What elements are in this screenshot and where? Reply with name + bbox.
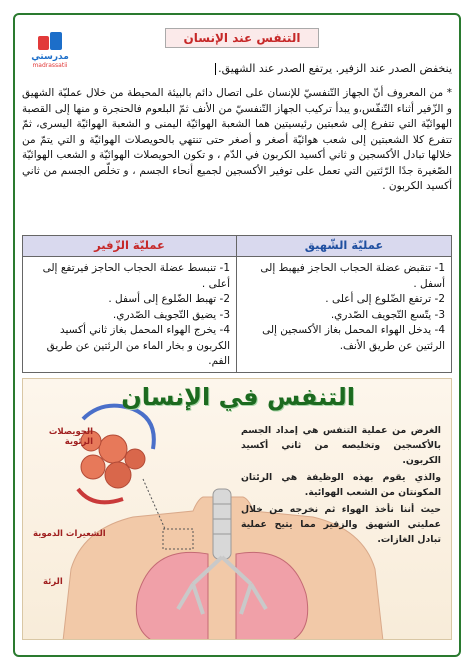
poster-paragraph: الغرض من عملية التنفس هي إمداد الجسم بالأكسجين وتخليصه من ثاني أكسيد الكربون. xyxy=(241,425,441,466)
exhale-item: 1- تنبسط عضلة الحجاب الحاجز فيرتفع إلى أعلى . xyxy=(42,262,230,290)
alveoli-label: الحويصلات الرئوية xyxy=(48,427,93,447)
poster-title: التنفس في الإنسان xyxy=(121,383,355,411)
inhale-header: عمليّة الشّهيق xyxy=(237,236,451,257)
inhale-item: 3- يتّسع التّجويف الصّدري. xyxy=(330,308,445,321)
logo-text-en: madrassatii xyxy=(32,62,68,69)
lung-label: الرئة xyxy=(43,577,63,587)
inhale-item: 4- يدخل الهواء المحمل بغاز الأكسجين إلى الرئتين عن طريق الأنف. xyxy=(262,324,445,352)
books-icon xyxy=(36,30,64,52)
inhale-item: 1- تنقبض عضلة الحجاب الحاجز فيهبط إلى أسفل . xyxy=(260,262,445,290)
intro-line xyxy=(22,62,452,75)
page-title: التنفس عند الإنسان xyxy=(165,28,319,48)
inhale-item: 2- ترتفع الضّلوع إلى أعلى . xyxy=(325,293,445,305)
exhale-column xyxy=(23,236,237,372)
intro-text: ينخفض الصدر عند الزفير. يرتفع الصدر عند الشهيق. xyxy=(218,62,452,75)
respiratory-poster xyxy=(22,378,452,640)
body-paragraph: * من المعروف أنّ الجهاز التّنفسيّ للإنسان على اتصال دائم بالبيئة المحيطة من خلال عمليّة الشهيق و الزّفير أثناء التّنفّس،و يبدأ تركيب الجهاز التّنفسيّ من الأنف ثمّ البلعوم فالحنجرة و منها إلى القصبة الهوائيّة التي تتفرع إلى شعبتين رئيسيتين هما الشعبة الهوائيّة اليمنى و الشعبة الهوائيّة اليسرى، ثمّ تتفرع كلا الشعبتين إلى شعب هوائيّة أصغر و أصغر حتى تنتهي بالحويصلات الهوائيّة و التي يتمّ من خلالها تبادل الأكسجين و ثاني أكسيد الكربون في الدّم ، و تكون الحويصلات الهوائيّة و الشعب الهوائيّة الصّغيرة جدًا الرّئتين التي تعمل على توفير الأكسجين لجميع أنحاء الجسم ، و تخلّص الجسم من ثاني أكسيد الكربون . xyxy=(22,87,452,192)
logo-text-ar: مدرستي xyxy=(31,52,69,62)
exhale-item: 2- تهبط الضّلوع إلى أسفل . xyxy=(108,293,230,305)
poster-paragraph: حيث أننا نأخذ الهواء ثم نخرجه من خلال عمليتي الشهيق والزفير مما يتيح عملية تبادل الغازات. xyxy=(241,504,441,545)
breathing-comparison-table xyxy=(22,235,452,373)
text-cursor xyxy=(215,63,216,75)
exhale-item: 4- يخرج الهواء المحمل بغاز ثاني أكسيد الكربون و بخار الماء من الرئتين عن طريق الفم. xyxy=(46,324,230,367)
capillaries-label: الشعيرات الدموية xyxy=(33,529,106,539)
inhale-column xyxy=(237,236,451,372)
poster-text xyxy=(241,423,441,549)
exhale-header: عمليّة الزّفير xyxy=(23,236,236,257)
poster-paragraph: والذي يقوم بهذه الوظيفة هي الرئتان المكونتان من الشعب الهوائية. xyxy=(241,472,441,498)
exhale-item: 3- يضيق التّجويف الصّدري. xyxy=(112,308,230,321)
